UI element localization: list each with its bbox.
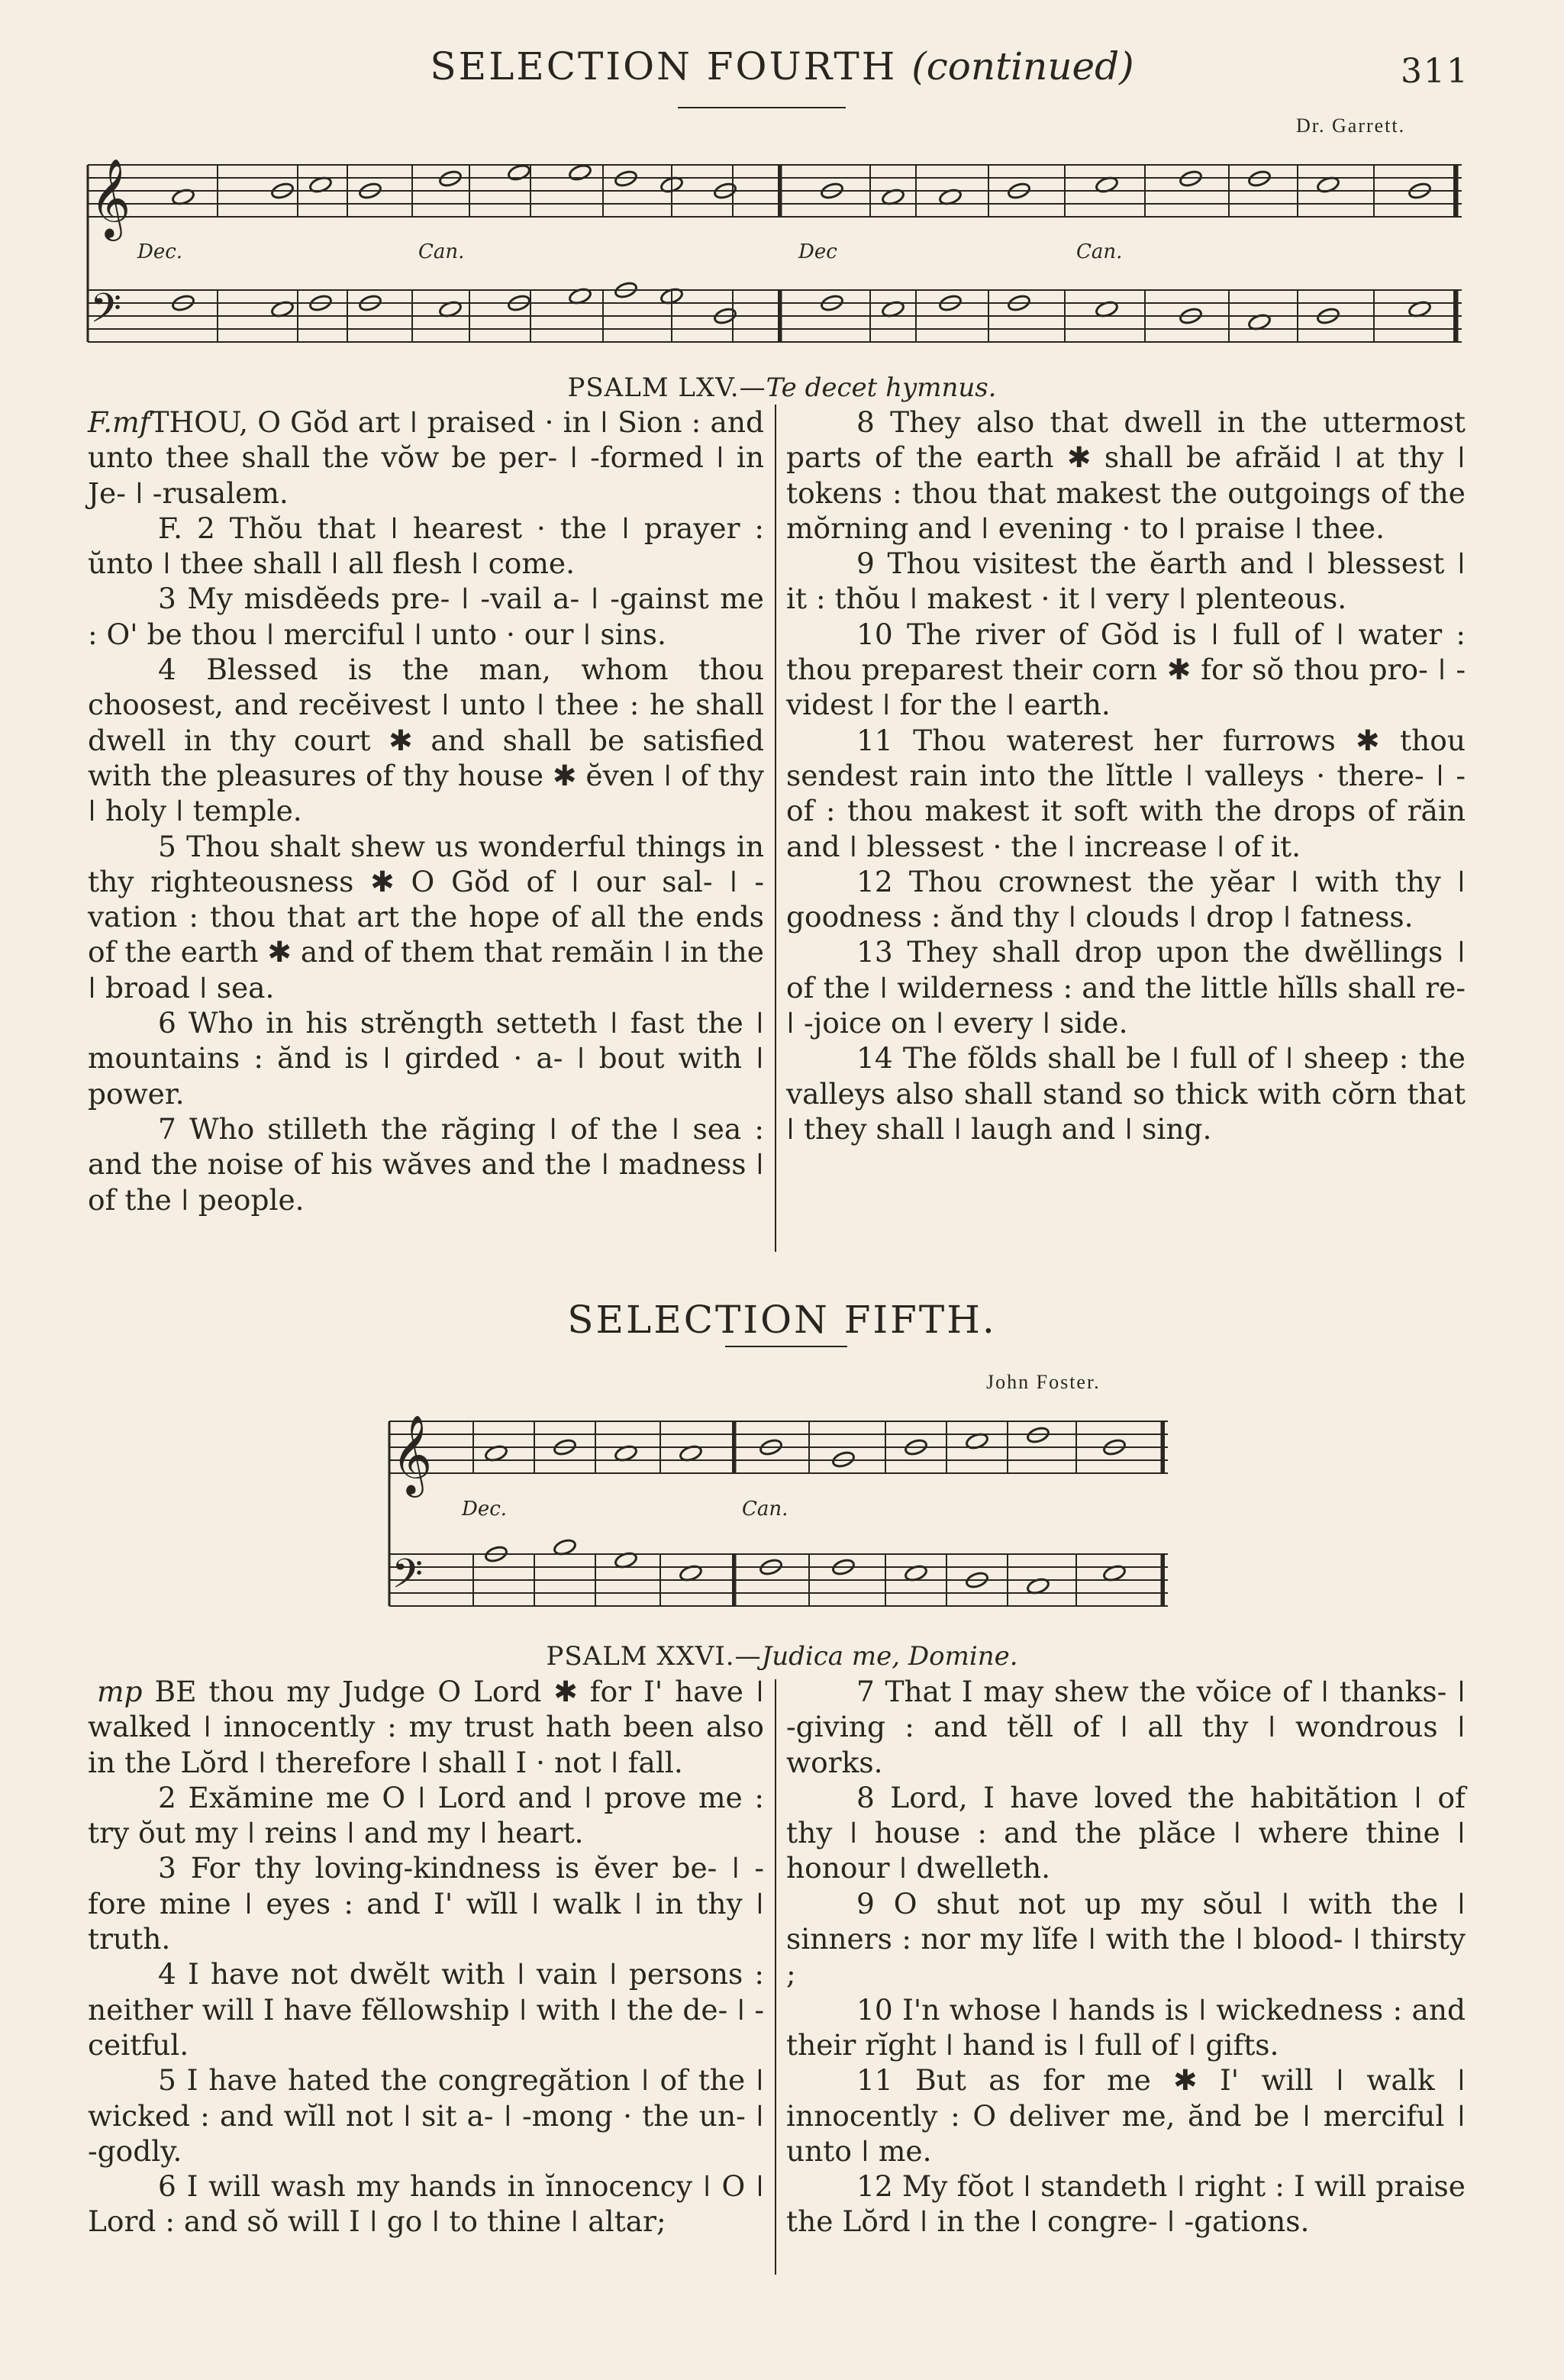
psalm26-verse: 4 I have not dwĕlt with ǀ vain ǀ persons : neither will I have fĕllowship ǀ with ǀ the de- ǀ -ceitful. [88, 1957, 764, 2062]
chant1-label-can-2: Can. [1076, 240, 1123, 263]
psalm65-verse: 14 The fŏlds shall be ǀ full of ǀ sheep : the valleys also shall stand so thick with cŏrn that ǀ they shall ǀ laugh and ǀ sing. [786, 1041, 1466, 1146]
column-divider [775, 1679, 776, 2275]
psalm65-verse: 4 Blessed is the man, whom thou choosest, and recĕivest ǀ unto ǀ thee : he shall dwell in thy court ✱ and shall be satisfied with the pleasures of thy house ✱ ĕven ǀ of thy ǀ holy ǀ temple. [88, 653, 764, 828]
psalm65-verse: 12 Thou crownest the yĕar ǀ with thy ǀ goodness : ănd thy ǀ clouds ǀ drop ǀ fatness. [786, 864, 1466, 934]
psalm65-verse-1: F.mfTHOU, O Gŏd art ǀ praised · in ǀ Sion : and unto thee shall the vŏw be per- ǀ -formed ǀ in Je- ǀ -rusalem. [88, 405, 764, 510]
note-head [568, 163, 592, 182]
selection5-title: SELECTION FIFTH. [567, 1298, 997, 1342]
svg-text:𝄞: 𝄞 [90, 158, 131, 238]
psalm26-right-column [786, 1674, 1466, 2240]
chant1-score [88, 158, 1462, 342]
page-title: SELECTION FOURTH (continued) [430, 44, 1134, 89]
selection5-rule [725, 1346, 847, 1347]
psalm65-verse: F. 2 Thŏu that ǀ hearest · the ǀ prayer : ŭnto ǀ thee shall ǀ all flesh ǀ come. [88, 511, 764, 581]
psalm26-left-column [88, 1674, 764, 2240]
psalm65-verse: 7 Who stilleth the răging ǀ of the ǀ sea : and the noise of his wăves and the ǀ madness ǀ of the ǀ people. [88, 1111, 764, 1217]
column-divider [775, 405, 776, 1252]
chant1-label-dec-2: Dec [798, 240, 837, 263]
svg-text:𝄞: 𝄞 [392, 1414, 433, 1495]
chant1-composer: Dr. Garrett. [1296, 114, 1406, 137]
dynamic-marking: F.mf [88, 405, 150, 439]
psalm65-verse: 6 Who in his strĕngth setteth ǀ fast the ǀ mountains : ănd is ǀ girded · a- ǀ bout with ǀ power. [88, 1006, 764, 1111]
chant1-label-dec: Dec. [137, 240, 183, 263]
psalm26-verse: 7 That I may shew the vŏice of ǀ thanks- ǀ -giving : and tĕll of ǀ all thy ǀ wondrous ǀ works. [786, 1675, 1466, 1779]
svg-text:𝄢: 𝄢 [90, 285, 122, 342]
psalm26-verse: 2 Exămine me O ǀ Lord and ǀ prove me : try ŏut my ǀ reins ǀ and my ǀ heart. [88, 1780, 764, 1850]
chant2-composer: John Foster. [986, 1371, 1101, 1393]
dynamic-marking: mp [97, 1675, 143, 1708]
psalm26-verse: 3 For thy loving-kindness is ĕver be- ǀ -fore mine ǀ eyes : and I' wĭll ǀ walk ǀ in thy ǀ truth. [88, 1851, 764, 1956]
psalm65-left-column [88, 405, 764, 1217]
psalm26-verse: 12 My fŏot ǀ standeth ǀ right : I will praise the Lŏrd ǀ in the ǀ congre- ǀ -gations. [786, 2169, 1466, 2239]
chant2-label-dec: Dec. [462, 1498, 508, 1521]
chant1-label-can: Can. [418, 240, 465, 263]
psalm26-title: PSALM XXVI.—Judica me, Domine. [546, 1641, 1018, 1672]
psalm26-verse: 11 But as for me ✱ I' will ǀ walk ǀ innocently : O deliver me, ănd be ǀ merciful ǀ unto ǀ me. [786, 2063, 1466, 2168]
note-head [507, 163, 531, 182]
page-number: 311 [1401, 52, 1469, 91]
psalm26-verse: 6 I will wash my hands in ĭnnocency ǀ O ǀ Lord : and sŏ will I ǀ go ǀ to thine ǀ altar; [88, 2169, 764, 2239]
psalm26-verse: 10 I'n whose ǀ hands is ǀ wickedness : and their rĭght ǀ hand is ǀ full of ǀ gifts. [786, 1992, 1466, 2062]
psalm26-verse-1: mp BE thou my Judge O Lord ✱ for I' have ǀ walked ǀ innocently : my trust hath been also in the Lŏrd ǀ therefore ǀ shall I · not ǀ fall. [88, 1675, 764, 1779]
psalm65-title: PSALM LXV.—Te decet hymnus. [567, 372, 997, 403]
psalm65-right-column [786, 405, 1466, 1146]
psalm65-verse: 3 My misdĕeds pre- ǀ -vail a- ǀ -gainst me : O' be thou ǀ merciful ǀ unto · our ǀ sins. [88, 582, 764, 651]
psalm26-verse: 8 Lord, I have loved the habitătion ǀ of thy ǀ house : and the plăce ǀ where thine ǀ honour ǀ dwelleth. [786, 1780, 1466, 1885]
psalm65-verse: 10 The river of Gŏd is ǀ full of ǀ water : thou preparest their corn ✱ for sŏ thou pro- ǀ -videst ǀ for the ǀ earth. [786, 617, 1466, 722]
psalm65-verse: 11 Thou waterest her furrows ✱ thou sendest rain into the lĭttle ǀ valleys · there- ǀ -of : thou makest it soft with the drops of răin and ǀ blessest · the ǀ increase ǀ of it. [786, 723, 1466, 863]
psalm65-verse: 5 Thou shalt shew us wonderful things in thy righteousness ✱ O Gŏd of ǀ our sal- ǀ -vation : thou that art the hope of all the ends of the earth ✱ and of them that remăin ǀ in the ǀ broad ǀ sea. [88, 829, 764, 1005]
chant2-label-can: Can. [742, 1498, 788, 1521]
psalm65-verse: 13 They shall drop upon the dwĕllings ǀ of the ǀ wilderness : and the little hĭlls shall re- ǀ -joice on ǀ every ǀ side. [786, 935, 1466, 1040]
psalm26-verse: 5 I have hated the congregătion ǀ of the ǀ wicked : and wĭll not ǀ sit a- ǀ -mong · the un- ǀ -godly. [88, 2063, 764, 2168]
psalm65-verse: 8 They also that dwell in the uttermost parts of the earth ✱ shall be afrăid ǀ at thy ǀ tokens : thou that makest the outgoings of the mŏrning and ǀ evening · to ǀ praise ǀ thee. [786, 405, 1466, 545]
psalm26-verse: 9 O shut not up my sŏul ǀ with the ǀ sinners : nor my lĭfe ǀ with the ǀ blood- ǀ thirsty ; [786, 1886, 1466, 1991]
psalm65-verse: 9 Thou visitest the ĕarth and ǀ blessest ǀ it : thŏu ǀ makest · it ǀ very ǀ plenteous. [786, 547, 1466, 616]
svg-text:𝄢: 𝄢 [392, 1551, 424, 1608]
